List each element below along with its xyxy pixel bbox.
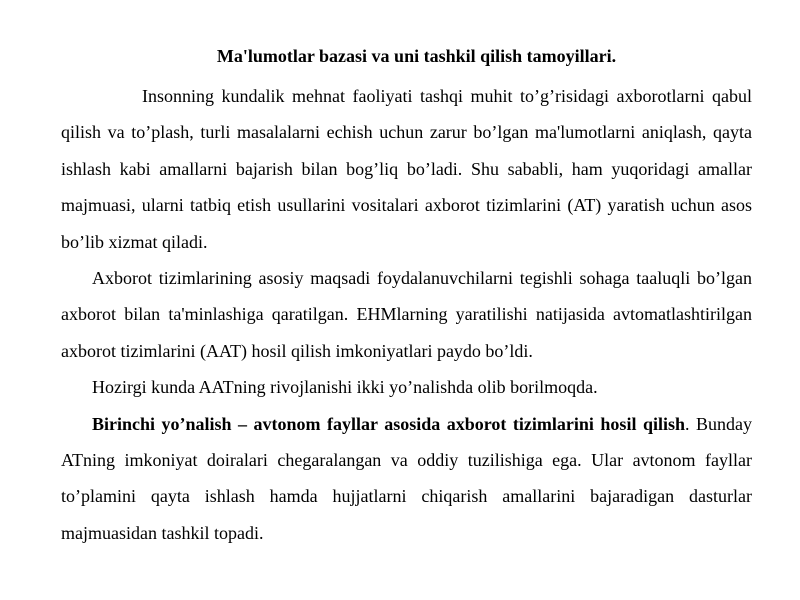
first-direction-heading: Birinchi yo’nalish – avtonom fayllar asosida axborot tizimlarini hosil qilish (92, 413, 685, 434)
document-title: Ma'lumotlar bazasi va uni tashkil qilish tamoyillari. (216, 46, 617, 66)
paragraph-directions: Hozirgi kunda AATning rivojlanishi ikki yo’nalishda olib borilmoqda. (92, 377, 598, 398)
first-direction-text: . Bunday ATning imkoniyat doiralari chegaralangan va oddiy tuzilishiga ega. Ular avtonom fayllar to’plamini qayta ishlash hamda hujjatlarni chiqarish amallarini bajaradigan dasturlar majmuasidan tashkil topadi. (61, 413, 752, 543)
paragraph-intro: Insonning kundalik mehnat faoliyati tashqi muhit to’g’risidagi axborotlarni qabul qilish va to’plash, turli masalalarni echish uchun zarur bo’lgan ma'lumotlarni aniqlash, qayta ishlash kabi amallarni bajarish bilan bog’liq bo’ladi. Shu sababli, ham yuqoridagi amallar majmuasi, ularni tatbiq etish usullarini vositalari axborot tizimlarini (AT) yaratish uchun asos bo’lib xizmat qiladi. (61, 86, 752, 252)
paragraph-first-direction (61, 406, 752, 552)
paragraph-purpose: Axborot tizimlarining asosiy maqsadi foydalanuvchilarni tegishli sohaga taaluqli bo’lgan axborot bilan ta'minlashiga qaratilgan. EHMlarning yaratilishi natijasida avtomatlashtirilgan axborot tizimlarini (AAT) hosil qilish imkoniyatlari paydo bo’ldi. (61, 268, 752, 361)
